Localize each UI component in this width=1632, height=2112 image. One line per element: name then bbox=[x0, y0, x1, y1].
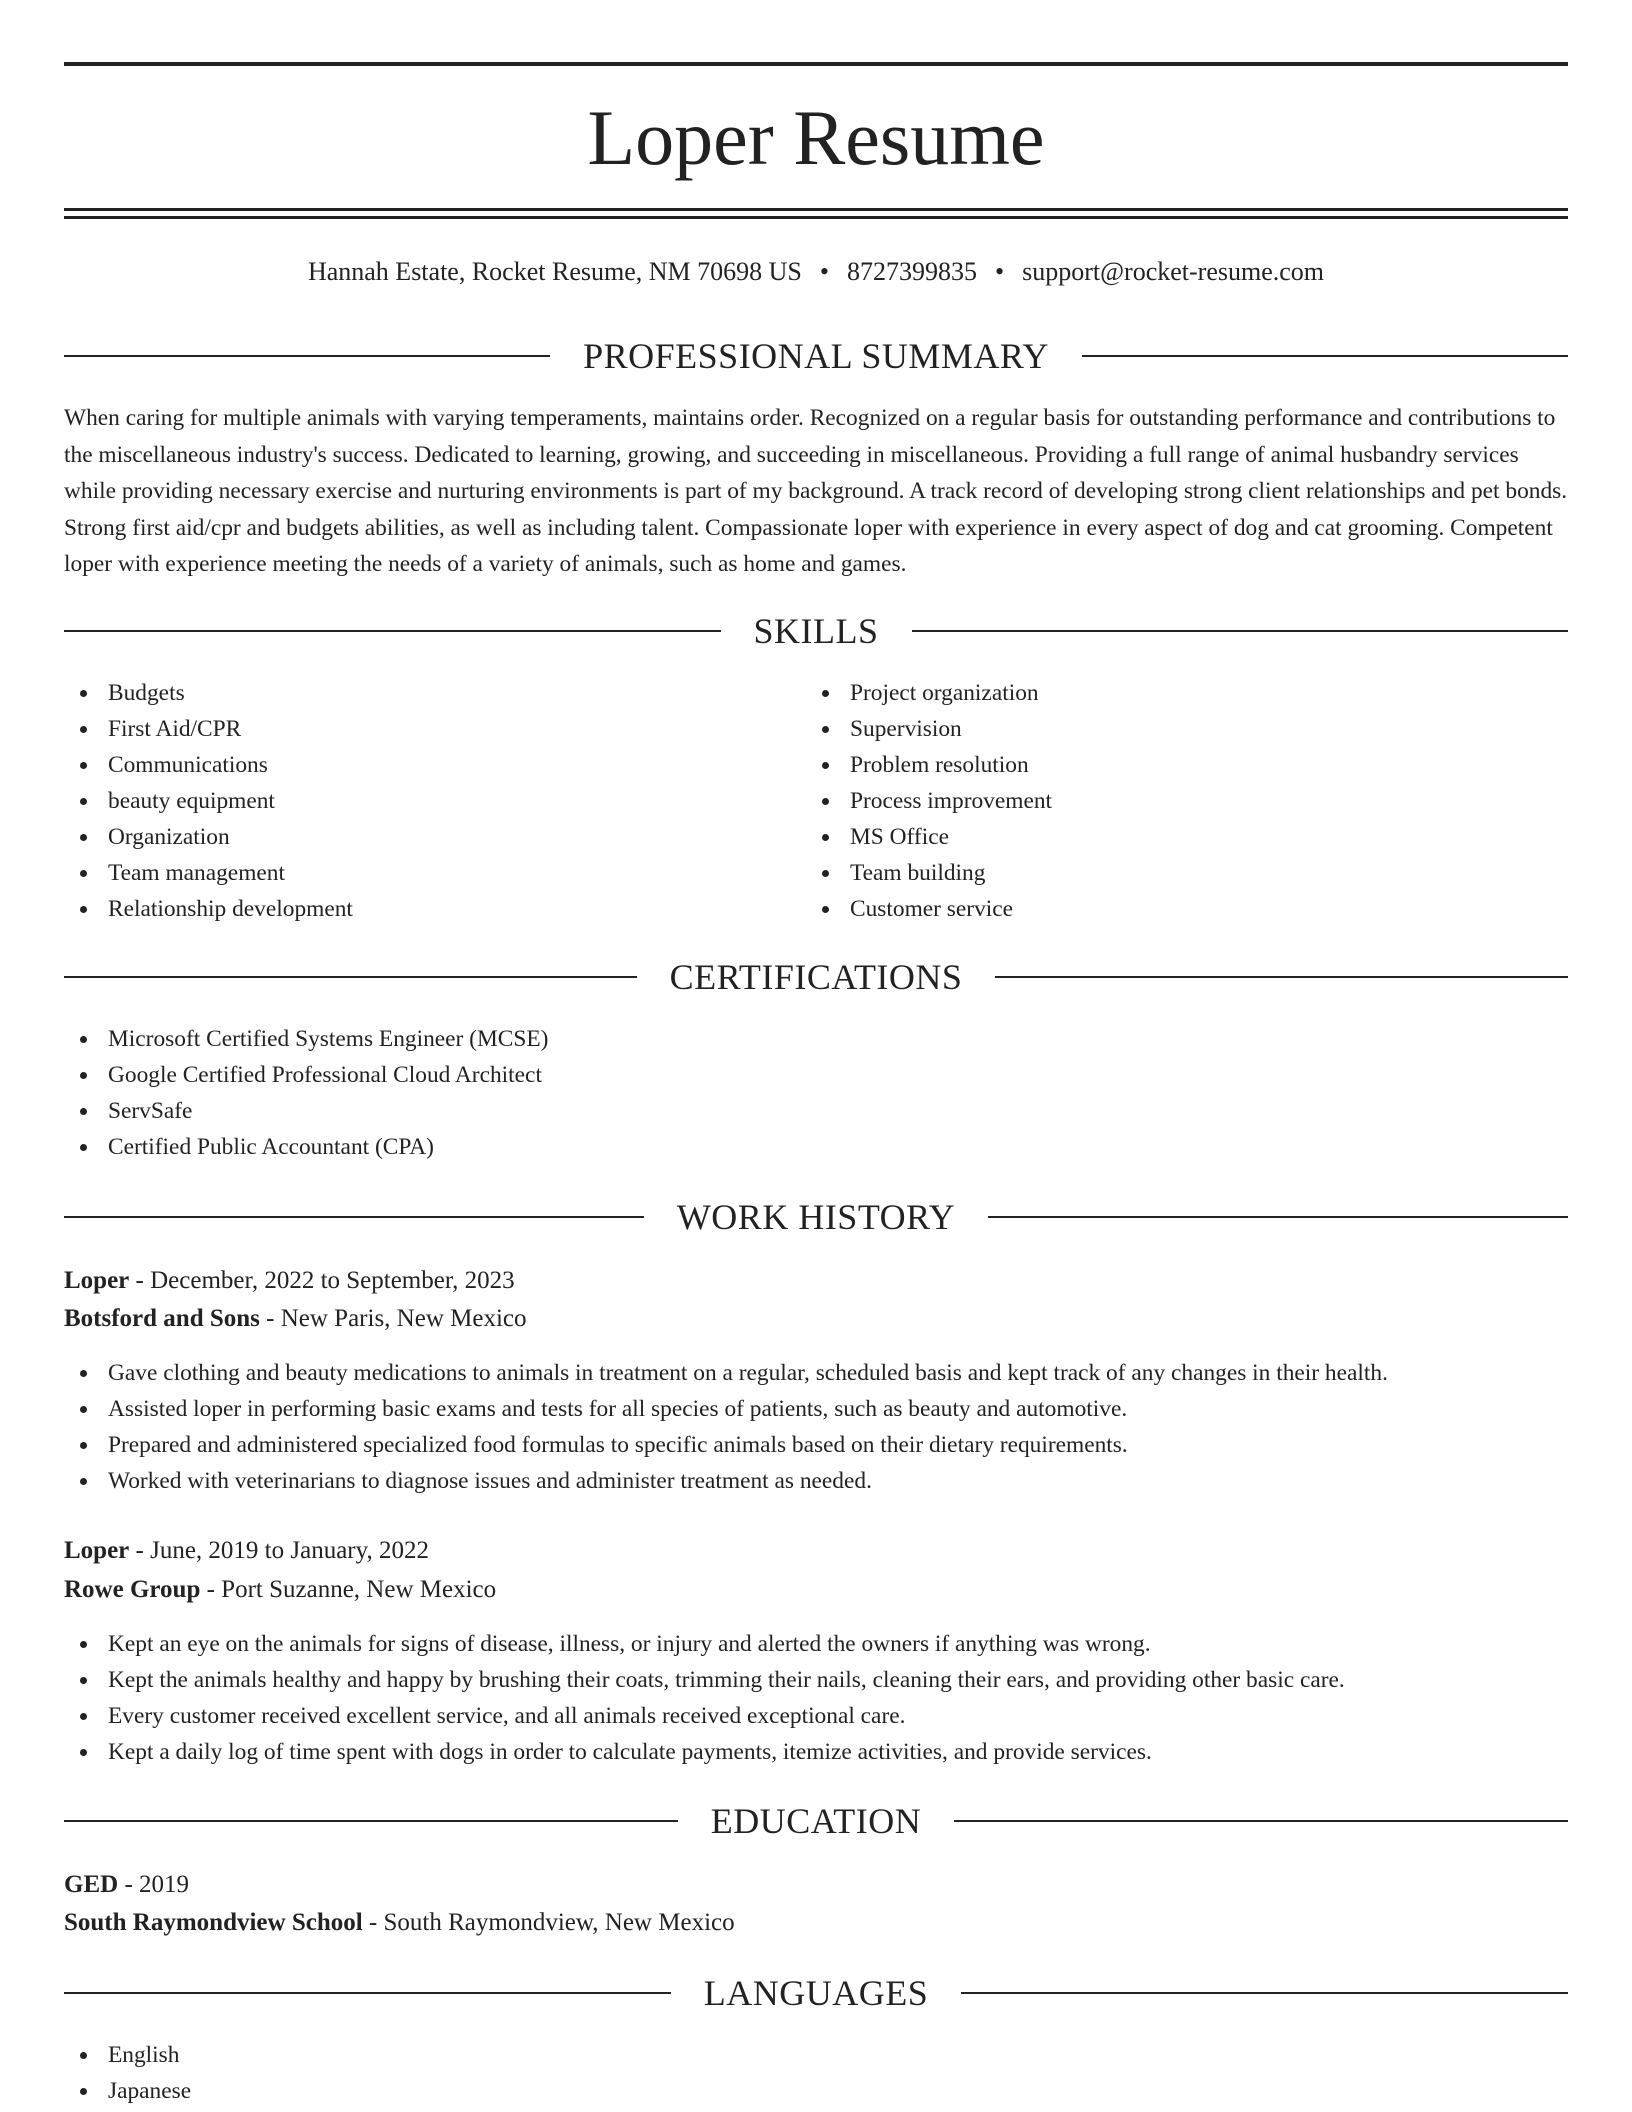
skills-left-column bbox=[64, 675, 764, 927]
education-location: - South Raymondview, New Mexico bbox=[362, 1909, 735, 1936]
job-company-line bbox=[64, 1301, 527, 1337]
header-rule bbox=[64, 208, 1568, 211]
section-heading-skills bbox=[64, 607, 1568, 655]
heading-rule bbox=[988, 1216, 1568, 1218]
top-rule bbox=[64, 62, 1568, 66]
languages-list bbox=[64, 2037, 1568, 2109]
list-item: beauty equipment bbox=[64, 783, 764, 819]
list-item: Communications bbox=[64, 747, 764, 783]
contact-phone: 8727399835 bbox=[847, 257, 977, 286]
job-bullets bbox=[64, 1626, 1568, 1770]
section-heading-languages bbox=[64, 1969, 1568, 2017]
list-item: Google Certified Professional Cloud Architect bbox=[64, 1057, 1568, 1093]
languages-block bbox=[64, 2037, 1568, 2109]
heading-rule bbox=[64, 355, 550, 357]
skills-list bbox=[806, 675, 1506, 927]
list-item: Team building bbox=[806, 855, 1506, 891]
list-item: Every customer received excellent service, and all animals received exceptional care. bbox=[64, 1698, 1568, 1734]
certifications-list bbox=[64, 1021, 1568, 1165]
heading-rule bbox=[64, 1992, 671, 1994]
section-heading-summary bbox=[64, 332, 1568, 380]
list-item: MS Office bbox=[806, 819, 1506, 855]
job-dates: - June, 2019 to January, 2022 bbox=[129, 1537, 430, 1564]
section-title: CERTIFICATIONS bbox=[669, 957, 963, 997]
list-item: Kept the animals healthy and happy by brushing their coats, trimming their nails, cleaning their ears, and providing other basic care. bbox=[64, 1662, 1568, 1698]
list-item: Budgets bbox=[64, 675, 764, 711]
contact-line bbox=[64, 254, 1568, 290]
list-item: Problem resolution bbox=[806, 747, 1506, 783]
education-degree-line bbox=[64, 1867, 189, 1903]
education-school: South Raymondview School bbox=[64, 1909, 363, 1936]
section-title: WORK HISTORY bbox=[676, 1197, 956, 1237]
job-bullets bbox=[64, 1355, 1568, 1499]
job-title-line bbox=[64, 1263, 515, 1299]
job-company: Botsford and Sons bbox=[64, 1305, 260, 1332]
section-heading-certifications bbox=[64, 953, 1568, 1001]
skills-right-column bbox=[806, 675, 1506, 927]
list-item: Kept a daily log of time spent with dogs in order to calculate payments, itemize activities, and provide services. bbox=[64, 1734, 1568, 1770]
list-item: Prepared and administered specialized food formulas to specific animals based on their dietary requirements. bbox=[64, 1427, 1568, 1463]
section-title: PROFESSIONAL SUMMARY bbox=[583, 336, 1049, 376]
heading-rule bbox=[995, 976, 1568, 978]
section-title: EDUCATION bbox=[710, 1801, 922, 1841]
contact-address: Hannah Estate, Rocket Resume, NM 70698 US bbox=[307, 257, 802, 286]
contact-email: support@rocket-resume.com bbox=[1022, 257, 1325, 286]
list-item: Customer service bbox=[806, 891, 1506, 927]
heading-rule bbox=[961, 1992, 1568, 1994]
section-title: LANGUAGES bbox=[703, 1973, 929, 2013]
list-item: Japanese bbox=[64, 2073, 1568, 2109]
list-item: Worked with veterinarians to diagnose issues and administer treatment as needed. bbox=[64, 1463, 1568, 1499]
heading-rule bbox=[64, 1216, 644, 1218]
heading-rule bbox=[64, 976, 637, 978]
heading-rule bbox=[64, 1820, 678, 1822]
job-duties-list bbox=[64, 1626, 1568, 1770]
job-company-line bbox=[64, 1572, 496, 1608]
job-title: Loper bbox=[64, 1537, 130, 1564]
job-company: Rowe Group bbox=[64, 1576, 201, 1603]
header-rule bbox=[64, 216, 1568, 219]
list-item: Organization bbox=[64, 819, 764, 855]
heading-rule bbox=[912, 630, 1569, 632]
job-title-line bbox=[64, 1533, 429, 1569]
job-title: Loper bbox=[64, 1267, 130, 1294]
list-item: ServSafe bbox=[64, 1093, 1568, 1129]
resume-name: Loper Resume bbox=[587, 94, 1045, 181]
education-year: - 2019 bbox=[118, 1871, 190, 1898]
list-item: Kept an eye on the animals for signs of disease, illness, or injury and alerted the owners if anything was wrong. bbox=[64, 1626, 1568, 1662]
list-item: English bbox=[64, 2037, 1568, 2073]
heading-rule bbox=[954, 1820, 1568, 1822]
list-item: Microsoft Certified Systems Engineer (MCSE) bbox=[64, 1021, 1568, 1057]
job-dates: - December, 2022 to September, 2023 bbox=[129, 1267, 515, 1294]
list-item: First Aid/CPR bbox=[64, 711, 764, 747]
job-location: - Port Suzanne, New Mexico bbox=[200, 1576, 497, 1603]
education-degree: GED bbox=[64, 1871, 119, 1898]
skills-list bbox=[64, 675, 764, 927]
list-item: Process improvement bbox=[806, 783, 1506, 819]
heading-rule bbox=[1082, 355, 1568, 357]
section-heading-work bbox=[64, 1193, 1568, 1241]
list-item: Assisted loper in performing basic exams and tests for all species of patients, such as beauty and automotive. bbox=[64, 1391, 1568, 1427]
section-title: SKILLS bbox=[753, 611, 879, 651]
list-item: Team management bbox=[64, 855, 764, 891]
certifications-block bbox=[64, 1021, 1568, 1165]
list-item: Certified Public Accountant (CPA) bbox=[64, 1129, 1568, 1165]
list-item: Supervision bbox=[806, 711, 1506, 747]
job-location: - New Paris, New Mexico bbox=[259, 1305, 527, 1332]
summary-text: When caring for multiple animals with varying temperaments, maintains order. Recognized on a regular basis for outstanding performance and contributions to the miscellaneous industry's success. Dedicated to learning, growing, and succeeding in miscellaneous. Providing a full range of animal husbandry services while providing necessary exercise and nurturing environments is part of my background. A track record of developing strong client relationships and pet bonds. Strong first aid/cpr and budgets abilities, as well as including talent. Compassionate loper with experience in every aspect of dog and cat grooming. Competent loper with experience meeting the needs of a variety of animals, such as home and games. bbox=[64, 405, 1568, 577]
heading-rule bbox=[64, 630, 721, 632]
contact-separator: • bbox=[819, 257, 829, 286]
list-item: Project organization bbox=[806, 675, 1506, 711]
section-heading-education bbox=[64, 1797, 1568, 1845]
list-item: Relationship development bbox=[64, 891, 764, 927]
contact-separator: • bbox=[995, 257, 1005, 286]
list-item: Gave clothing and beauty medications to animals in treatment on a regular, scheduled basis and kept track of any changes in their health. bbox=[64, 1355, 1568, 1391]
education-school-line bbox=[64, 1905, 735, 1941]
job-duties-list bbox=[64, 1355, 1568, 1499]
